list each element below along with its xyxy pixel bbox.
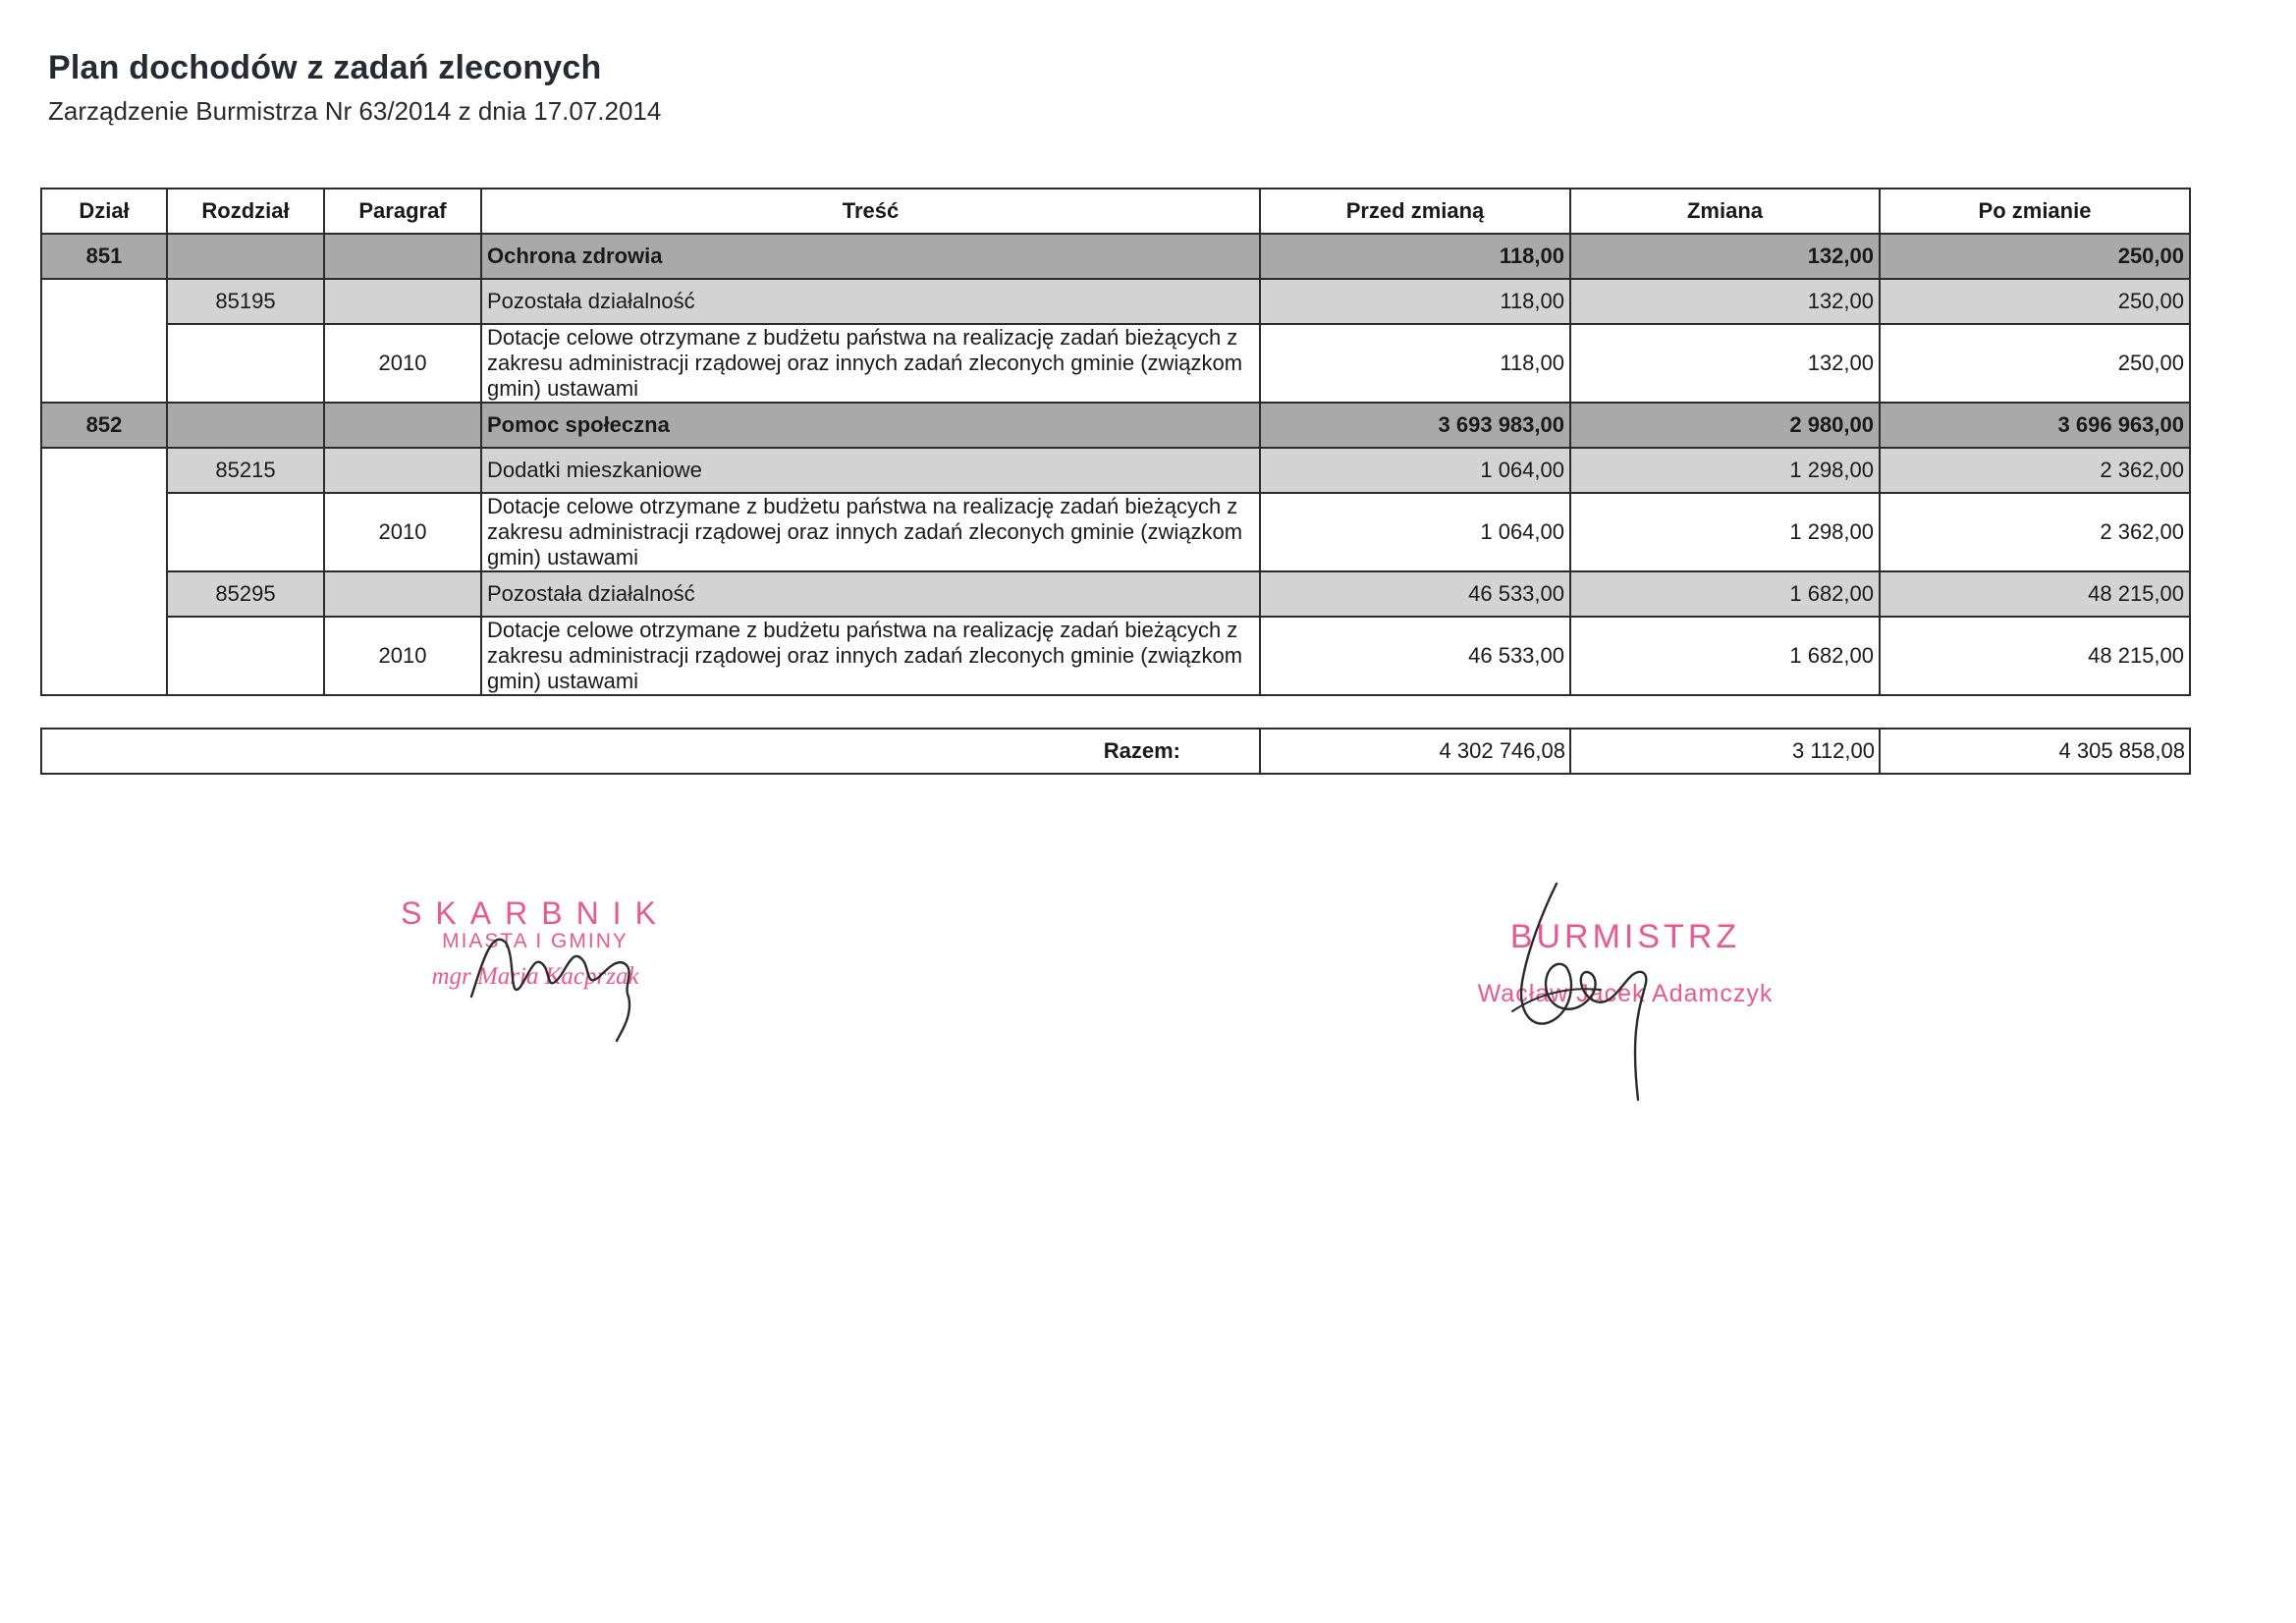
- cell-paragraf: [324, 279, 481, 324]
- header-rozdzial: Rozdział: [167, 189, 324, 234]
- cell-zmiana: 1 298,00: [1570, 448, 1880, 493]
- cell-przed-zmiana: 1 064,00: [1260, 493, 1570, 571]
- cell-rozdzial: 85295: [167, 571, 324, 617]
- cell-dzial: 851: [41, 234, 167, 279]
- cell-paragraf: 2010: [324, 493, 481, 571]
- table-row-dzial: [41, 403, 2190, 448]
- cell-tresc: Dotacje celowe otrzymane z budżetu państwa na realizację zadań bieżących z zakresu administracji rządowej oraz innych zadań zleconych gminie (związkom gmin) ustawami: [481, 617, 1260, 695]
- cell-tresc: Dodatki mieszkaniowe: [481, 448, 1260, 493]
- cell-przed-zmiana: 118,00: [1260, 279, 1570, 324]
- cell-tresc: Pozostała działalność: [481, 571, 1260, 617]
- cell-zmiana: 1 298,00: [1570, 493, 1880, 571]
- treasurer-stamp-title: SKARBNIK: [401, 895, 670, 931]
- totals-row: [41, 729, 2190, 774]
- header-tresc: Treść: [481, 189, 1260, 234]
- cell-dzial: [41, 448, 167, 695]
- cell-po-zmianie: 2 362,00: [1880, 493, 2190, 571]
- income-plan-table: [40, 188, 2191, 696]
- totals-table: [40, 728, 2191, 775]
- cell-przed-zmiana: 118,00: [1260, 324, 1570, 403]
- treasurer-signature: [452, 908, 678, 1046]
- cell-rozdzial: 85195: [167, 279, 324, 324]
- cell-paragraf: [324, 234, 481, 279]
- treasurer-stamp-name: mgr Maria Kacprzak: [431, 963, 639, 990]
- table-row-paragraf: [41, 493, 2190, 571]
- header-paragraf: Paragraf: [324, 189, 481, 234]
- table-header-row: [41, 189, 2190, 234]
- cell-zmiana: 132,00: [1570, 279, 1880, 324]
- cell-zmiana: 1 682,00: [1570, 617, 1880, 695]
- cell-paragraf: 2010: [324, 324, 481, 403]
- cell-paragraf: [324, 448, 481, 493]
- header-przed-zmiana: Przed zmianą: [1260, 189, 1570, 234]
- cell-zmiana: 1 682,00: [1570, 571, 1880, 617]
- cell-tresc: Pozostała działalność: [481, 279, 1260, 324]
- cell-paragraf: [324, 571, 481, 617]
- cell-przed-zmiana: 46 533,00: [1260, 617, 1570, 695]
- table-row-rozdzial: [41, 279, 2190, 324]
- cell-przed-zmiana: 46 533,00: [1260, 571, 1570, 617]
- cell-przed-zmiana: 118,00: [1260, 234, 1570, 279]
- cell-tresc: Dotacje celowe otrzymane z budżetu państwa na realizację zadań bieżących z zakresu administracji rządowej oraz innych zadań zleconych gminie (związkom gmin) ustawami: [481, 324, 1260, 403]
- mayor-signature: [1483, 874, 1709, 1109]
- cell-rozdzial: [167, 617, 324, 695]
- table-row-rozdzial: [41, 571, 2190, 617]
- cell-po-zmianie: 250,00: [1880, 234, 2190, 279]
- total-przed-zmiana: 4 302 746,08: [1260, 729, 1570, 774]
- cell-przed-zmiana: 3 693 983,00: [1260, 403, 1570, 448]
- cell-rozdzial: [167, 234, 324, 279]
- cell-dzial: [41, 279, 167, 403]
- total-zmiana: 3 112,00: [1570, 729, 1880, 774]
- page-subtitle: Zarządzenie Burmistrza Nr 63/2014 z dnia 17.07.2014: [48, 96, 662, 126]
- cell-rozdzial: [167, 324, 324, 403]
- cell-rozdzial: [167, 493, 324, 571]
- page-title: Plan dochodów z zadań zleconych: [48, 49, 602, 86]
- cell-zmiana: 132,00: [1570, 324, 1880, 403]
- cell-zmiana: 132,00: [1570, 234, 1880, 279]
- cell-dzial: 852: [41, 403, 167, 448]
- total-po-zmianie: 4 305 858,08: [1880, 729, 2190, 774]
- cell-tresc: Pomoc społeczna: [481, 403, 1260, 448]
- cell-tresc: Dotacje celowe otrzymane z budżetu państwa na realizację zadań bieżących z zakresu administracji rządowej oraz innych zadań zleconych gminie (związkom gmin) ustawami: [481, 493, 1260, 571]
- cell-paragraf: [324, 403, 481, 448]
- mayor-stamp-name: Wacław Jacek Adamczyk: [1477, 980, 1774, 1007]
- cell-tresc: Ochrona zdrowia: [481, 234, 1260, 279]
- cell-rozdzial: [167, 403, 324, 448]
- cell-paragraf: 2010: [324, 617, 481, 695]
- table-row-paragraf: [41, 324, 2190, 403]
- header-dzial: Dział: [41, 189, 167, 234]
- table-row-paragraf: [41, 617, 2190, 695]
- cell-po-zmianie: 2 362,00: [1880, 448, 2190, 493]
- table-row-dzial: [41, 234, 2190, 279]
- treasurer-stamp-office: MIASTA I GMINY: [442, 930, 629, 952]
- cell-rozdzial: 85215: [167, 448, 324, 493]
- cell-po-zmianie: 48 215,00: [1880, 617, 2190, 695]
- mayor-stamp-title: BURMISTRZ: [1509, 918, 1741, 955]
- cell-po-zmianie: 48 215,00: [1880, 571, 2190, 617]
- cell-po-zmianie: 3 696 963,00: [1880, 403, 2190, 448]
- totals-label: Razem:: [41, 729, 1260, 774]
- cell-po-zmianie: 250,00: [1880, 279, 2190, 324]
- header-zmiana: Zmiana: [1570, 189, 1880, 234]
- header-po-zmianie: Po zmianie: [1880, 189, 2190, 234]
- cell-zmiana: 2 980,00: [1570, 403, 1880, 448]
- cell-po-zmianie: 250,00: [1880, 324, 2190, 403]
- table-row-rozdzial: [41, 448, 2190, 493]
- cell-przed-zmiana: 1 064,00: [1260, 448, 1570, 493]
